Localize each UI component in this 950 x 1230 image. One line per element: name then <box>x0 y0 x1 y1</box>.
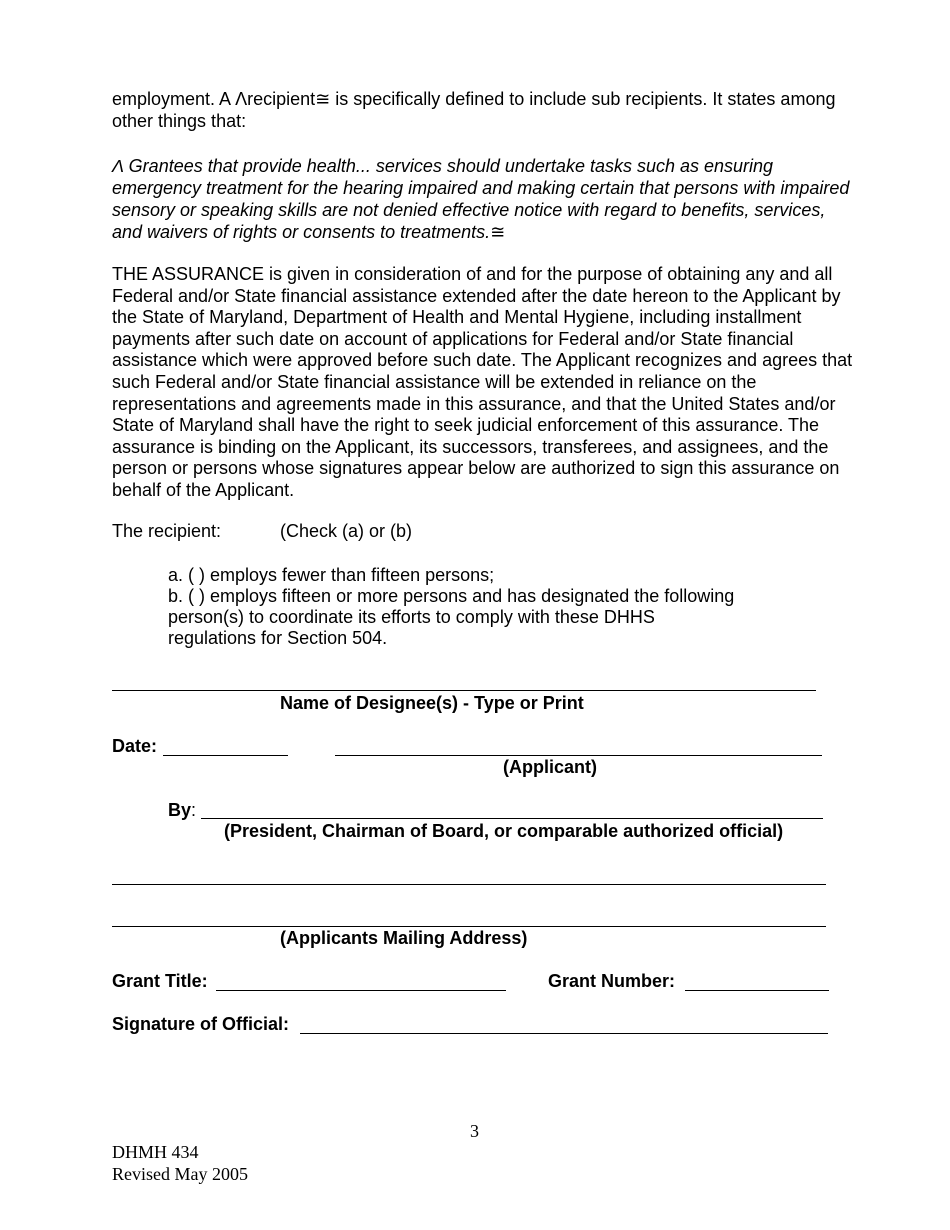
page-number: 3 <box>470 1121 479 1141</box>
date-label: Date: <box>112 736 158 756</box>
grant-number-field[interactable] <box>685 990 829 991</box>
recipient-label: The recipient: <box>112 521 222 541</box>
option-b-line2: person(s) to coordinate its efforts to comply with these DHHS <box>168 607 655 627</box>
signature-label: Signature of Official: <box>112 1014 290 1034</box>
applicant-caption: (Applicant) <box>503 757 597 777</box>
applicant-field[interactable] <box>335 755 822 756</box>
assurance-paragraph: THE ASSURANCE is given in consideration of and for the purpose of obtaining any and all Federal and/or State financial assistance extended after the date hereon to the Applicant by the State of Maryland, Department of Health and Mental Hygiene, including installment payments after such date on account of applications for Federal and/or State financial assistance which were approved before such date. The Applicant recognizes and agrees that such Federal and/or State financial assistance will be extended in reliance on the representations and agreements made in this assurance, and that the United States and/or State of Maryland shall have the right to seek judicial enforcement of this assurance. The assurance is binding on the Applicant, its successors, transferees, and assignees, and the person or persons whose signatures appear below are authorized to sign this assurance on behalf of the Applicant. <box>112 264 853 500</box>
grant-number-label: Grant Number: <box>548 971 676 991</box>
grant-title-field[interactable] <box>216 990 506 991</box>
mailing-address-line-1[interactable] <box>112 884 826 885</box>
by-row: By: <box>168 800 197 820</box>
quote-paragraph: Λ Grantees that provide health... services should undertake tasks such as ensuring emergency treatment for the hearing impaired and making certain that persons with impaired sensory or speaking skills are not denied effective notice with regard to benefits, services, and waivers of rights or consents to treatments.≅ <box>112 156 850 242</box>
revised-date: Revised May 2005 <box>112 1164 248 1184</box>
form-id: DHMH 434 <box>112 1142 199 1162</box>
by-label: By <box>168 800 192 820</box>
check-instruction: (Check (a) or (b) <box>280 521 413 541</box>
option-a[interactable]: a. ( ) employs fewer than fifteen persons; <box>168 565 495 585</box>
date-field[interactable] <box>163 755 288 756</box>
designee-name-field[interactable] <box>112 690 816 691</box>
grant-title-label: Grant Title: <box>112 971 208 991</box>
option-b[interactable]: b. ( ) employs fifteen or more persons and has designated the following <box>168 586 735 606</box>
official-caption: (President, Chairman of Board, or comparable authorized official) <box>224 821 784 841</box>
official-signature-field[interactable] <box>201 818 823 819</box>
mailing-address-line-2[interactable] <box>112 926 826 927</box>
signature-field[interactable] <box>300 1033 828 1034</box>
option-b-line3: regulations for Section 504. <box>168 628 388 648</box>
intro-paragraph: employment. A Λrecipient≅ is specifically defined to include sub recipients. It states among other things that: <box>112 89 836 131</box>
address-caption: (Applicants Mailing Address) <box>280 928 528 948</box>
designee-caption: Name of Designee(s) - Type or Print <box>280 693 584 713</box>
